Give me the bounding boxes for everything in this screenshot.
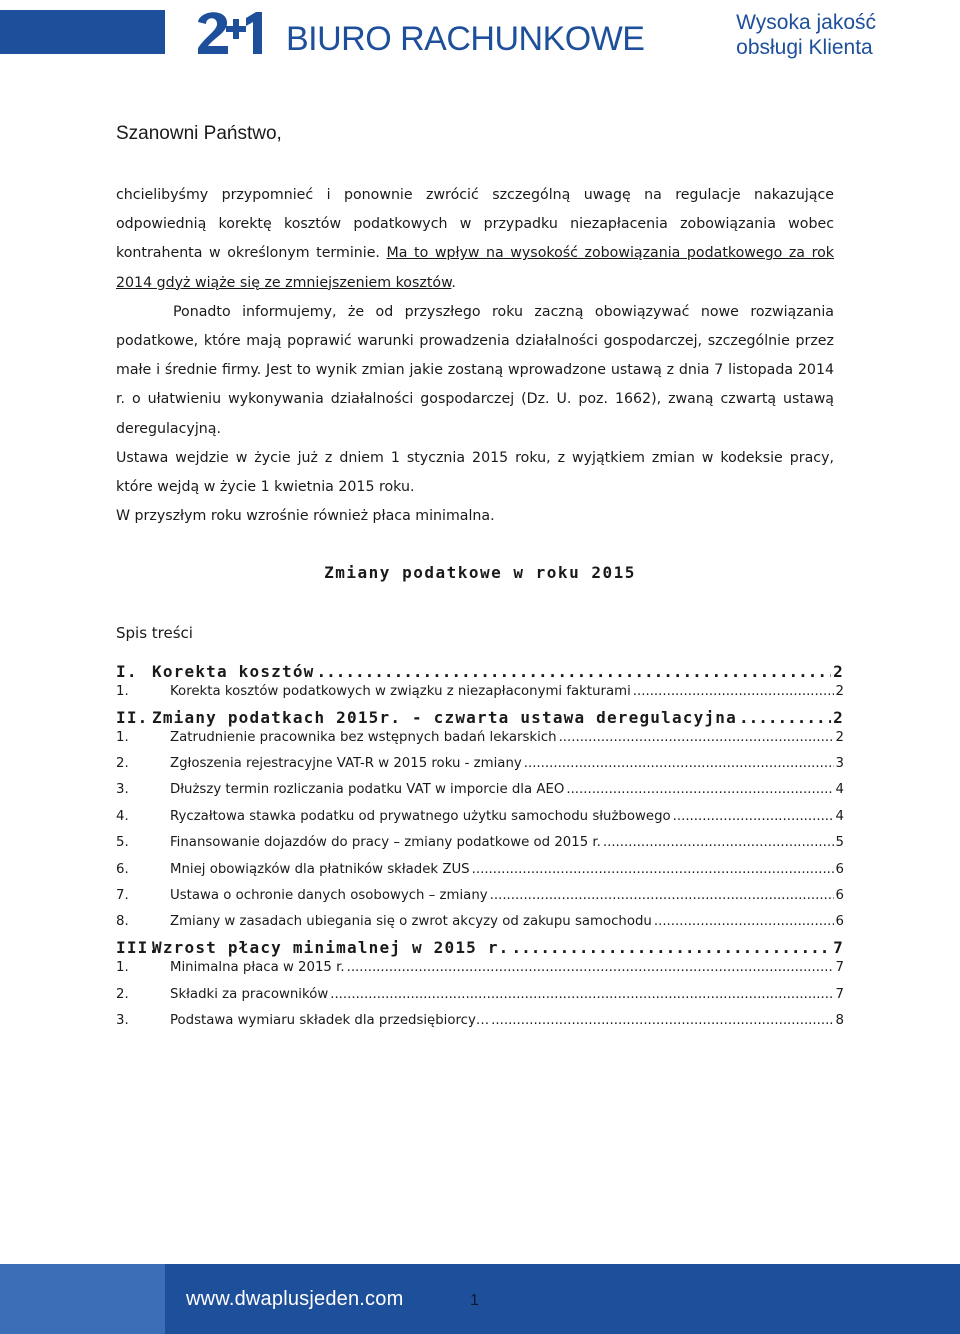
toc-page: 6 <box>835 914 844 929</box>
toc-item[interactable] <box>116 684 844 699</box>
toc-page: 2 <box>833 662 844 681</box>
toc-number: 6. <box>116 862 129 877</box>
toc-item[interactable] <box>116 987 844 1002</box>
paragraph-3: Ustawa wejdzie w życie już z dniem 1 stycznia 2015 roku, z wyjątkiem zmian w kodeksie pracy, które wejdą w życie 1 kwietnia 2015 roku. <box>116 449 834 496</box>
toc-item[interactable] <box>116 730 844 745</box>
paragraph-1-text: chcielibyśmy przypomnieć i ponownie zwrócić szczególną uwagę na regulacje nakazujące odpowiednią korektę kosztów podatkowych w przypadku niezapłacenia zobowiązania wobec kontrahenta w określonym terminie. <box>116 187 834 262</box>
page-header <box>0 0 960 70</box>
toc-page: 6 <box>835 888 844 903</box>
paragraph-1 <box>116 181 834 298</box>
toc-leader-dots <box>633 684 834 699</box>
paragraph-1-link[interactable]: Ma to wpływ na wysokość zobowiązania podatkowego za rok 2014 gdyż wiąże się ze zmniejszeniem kosztów <box>116 245 834 291</box>
page-number: 1 <box>470 1292 479 1309</box>
toc-text: Składki za pracowników <box>170 987 329 1002</box>
tagline-line-1: Wysoka jakość <box>736 11 876 34</box>
toc-page: 2 <box>835 684 844 699</box>
toc-page: 7 <box>835 987 844 1002</box>
toc-page: 7 <box>833 938 844 957</box>
toc-leader-dots <box>654 914 834 929</box>
toc-number: 2. <box>116 756 129 771</box>
toc-section-2[interactable] <box>116 708 844 727</box>
toc-item[interactable] <box>116 835 844 850</box>
toc-section-3[interactable] <box>116 938 844 957</box>
footer-accent-bar <box>0 1264 165 1334</box>
company-name: BIURO RACHUNKOWE <box>286 20 645 58</box>
toc-number: 4. <box>116 809 129 824</box>
toc-text: Zatrudnienie pracownika bez wstępnych badań lekarskich <box>170 730 557 745</box>
toc-leader-dots <box>603 835 834 850</box>
toc-text: Minimalna płaca w 2015 r. <box>170 960 345 975</box>
toc-text: Dłuższy termin rozliczania podatku VAT w imporcie dla AEO <box>170 782 565 797</box>
toc-text: Ustawa o ochronie danych osobowych – zmiany <box>170 888 488 903</box>
toc-page: 2 <box>833 708 844 727</box>
toc-section-1[interactable] <box>116 662 844 681</box>
paragraph-4: W przyszłym roku wzrośnie również płaca minimalna. <box>116 508 495 525</box>
toc-number: II. <box>116 708 149 727</box>
toc-number: 3. <box>116 782 129 797</box>
toc-item[interactable] <box>116 756 844 771</box>
toc-leader-dots <box>330 987 833 1002</box>
company-tagline <box>736 10 876 60</box>
toc-text: Zmiany w zasadach ubiegania się o zwrot akcyzy od zakupu samochodu <box>170 914 652 929</box>
toc-page: 6 <box>835 862 844 877</box>
paragraph-1-end: . <box>451 274 456 291</box>
toc-number: I. <box>116 662 138 681</box>
toc-number: 1. <box>116 684 129 699</box>
toc-number: 1. <box>116 960 129 975</box>
toc-leader-dots <box>566 782 833 797</box>
toc-item[interactable] <box>116 782 844 797</box>
toc-number: 5. <box>116 835 129 850</box>
toc-number: 7. <box>116 888 129 903</box>
paragraph-2: Ponadto informujemy, że od przyszłego roku zaczną obowiązywać nowe rozwiązania podatkowe, które mają poprawić warunki prowadzenia działalności gospodarczej, szczególnie przez małe i średnie firmy. Jest to wynik zmian jakie zostaną wprowadzone ustawą z dnia 7 listopada 2014 r. o ułatwieniu wykonywania działalności gospodarczej (Dz. U. poz. 1662), zwaną czwartą ustawą deregulacyjną. <box>116 303 834 437</box>
toc-item[interactable] <box>116 914 844 929</box>
toc-text: Wzrost płacy minimalnej w 2015 r. <box>152 938 510 957</box>
toc-item[interactable] <box>116 888 844 903</box>
toc-item[interactable] <box>116 1013 844 1028</box>
toc-page: 3 <box>835 756 844 771</box>
toc-leader-dots <box>490 888 834 903</box>
website-link[interactable]: www.dwaplusjeden.com <box>186 1288 404 1310</box>
toc-item[interactable] <box>116 809 844 824</box>
toc-text: Korekta kosztów podatkowych w związku z niezapłaconymi fakturami <box>170 684 631 699</box>
toc-leader-dots <box>347 960 834 975</box>
toc-text: Mniej obowiązków dla płatników składek ZUS <box>170 862 470 877</box>
toc-text: Zgłoszenia rejestracyjne VAT-R w 2015 roku - zmiany <box>170 756 522 771</box>
toc-page: 8 <box>835 1013 844 1028</box>
toc-leader-dots <box>559 730 834 745</box>
toc-leader-dots <box>491 1013 833 1028</box>
toc-page: 7 <box>835 960 844 975</box>
toc-page: 4 <box>835 809 844 824</box>
page-footer <box>0 1264 960 1334</box>
toc-leader-dots <box>673 809 834 824</box>
toc-leader-dots <box>524 756 834 771</box>
toc-text: Podstawa wymiaru składek dla przedsiębiorcy… <box>170 1013 490 1028</box>
toc-page: 4 <box>835 782 844 797</box>
toc-leader-dots <box>317 662 832 681</box>
toc-text: Ryczałtowa stawka podatku od prywatnego użytku samochodu służbowego <box>170 809 671 824</box>
toc-number: III. <box>116 938 160 957</box>
header-accent-bar <box>0 10 165 54</box>
letter-body <box>116 120 834 531</box>
tagline-line-2: obsługi Klienta <box>736 36 873 59</box>
toc-text: Korekta kosztów <box>152 662 315 681</box>
toc-page: 5 <box>835 835 844 850</box>
greeting: Szanowni Państwo, <box>116 123 282 144</box>
toc-number: 1. <box>116 730 129 745</box>
toc-text: Finansowanie dojazdów do pracy – zmiany podatkowe od 2015 r. <box>170 835 601 850</box>
toc-text: Zmiany podatkach 2015r. - czwarta ustawa deregulacyjna <box>152 708 737 727</box>
toc-number: 8. <box>116 914 129 929</box>
toc-item[interactable] <box>116 960 844 975</box>
toc-leader-dots <box>739 708 831 727</box>
toc-number: 2. <box>116 987 129 1002</box>
toc-number: 3. <box>116 1013 129 1028</box>
toc-leader-dots <box>511 938 831 957</box>
toc-page: 2 <box>835 730 844 745</box>
toc-leader-dots <box>472 862 834 877</box>
toc-item[interactable] <box>116 862 844 877</box>
toc-heading: Spis treści <box>116 624 193 642</box>
company-logo-icon <box>196 8 266 56</box>
document-title: Zmiany podatkowe w roku 2015 <box>324 563 636 582</box>
